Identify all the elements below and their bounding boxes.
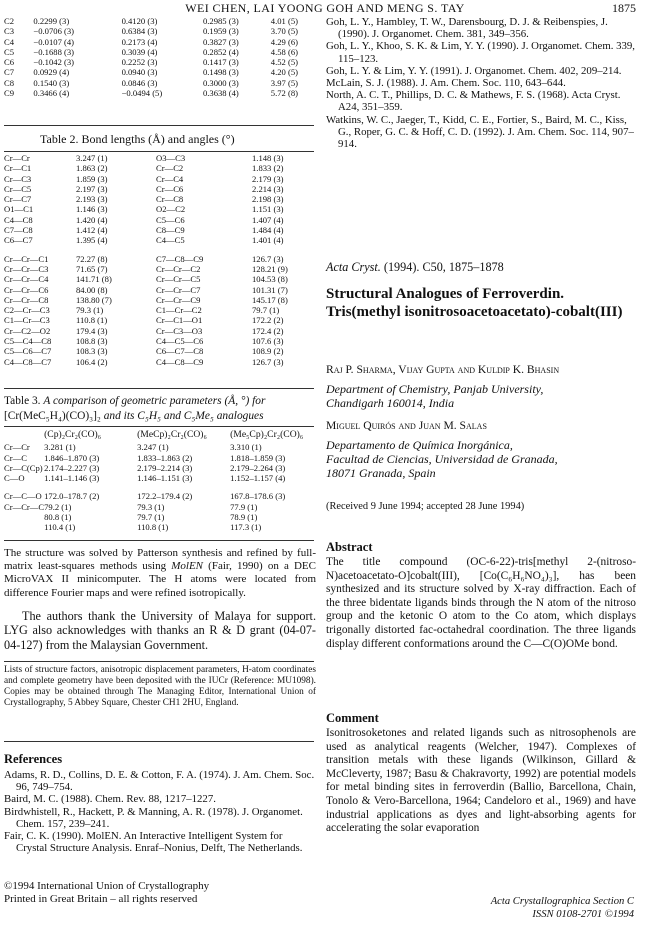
table-cell: C8—C9 (156, 225, 185, 236)
table-cell: Cr—Cr—C5 (156, 274, 201, 285)
table-cell: 78.9 (1) (230, 512, 258, 523)
table-cell: C6 (4, 57, 15, 68)
table-cell: 0.2852 (4) (202, 46, 239, 57)
table-cell: 0.0940 (3) (121, 67, 158, 78)
table-cell: Cr—Cr—C1 (4, 253, 49, 264)
reference-item: Fair, C. K. (1990). MolEN. An Interactive Intelligent System for Crystal Structure Analysis. Enraf–Nonius, Delft, The Netherlands. (4, 830, 303, 855)
reference-item: Watkins, W. C., Jaeger, T., Kidd, C. E., Fortier, S., Baird, M. C., Kiss, G., Roper, G. C. & Hoff, C. D. (1992). J. Am. Chem. Soc. 114, 907–914. (326, 113, 634, 151)
table-cell: C2—Cr—C3 (4, 305, 50, 316)
table-cell: 2.197 (3) (76, 183, 108, 194)
table-cell: 77.9 (1) (230, 501, 258, 512)
table-cell: 79.3 (1) (137, 501, 165, 512)
table-row (4, 57, 316, 67)
table-row (4, 235, 316, 245)
table-cell: 172.0–178.7 (2) (44, 491, 100, 502)
table-row (4, 16, 316, 26)
table-cell: Cr—C8 (156, 194, 184, 205)
table-cell: Cr—Cr—C2 (156, 263, 201, 274)
atomic-coordinates-table (4, 16, 316, 98)
table-cell: 0.3466 (4) (33, 88, 70, 99)
table-cell: −0.1688 (3) (33, 46, 75, 57)
table-cell: Cr—Cr—C9 (156, 294, 201, 305)
table-row (4, 184, 316, 194)
patterson-text-2: (Fair, 1990) on a DEC MicroVAX II minicomputer. The H atoms were located from difference Fourier maps and were refined isotropically. (4, 560, 316, 599)
table-cell: 110.8 (1) (76, 315, 108, 326)
deposit-rule-top (4, 661, 314, 662)
table-cell: 101.31 (7) (252, 284, 288, 295)
table-cell: 2.179 (3) (252, 173, 284, 184)
table-cell: Cr—C2—O2 (4, 325, 51, 336)
reference-item: McLain, S. J. (1988). J. Am. Chem. Soc. 110, 643–644. (326, 77, 566, 90)
table-cell: 1.152–1.157 (4) (230, 473, 286, 484)
table-cell: 1.484 (4) (252, 225, 284, 236)
table-cell: 79.3 (1) (76, 305, 104, 316)
journal-name: Acta Crystallographica Section C (490, 896, 634, 907)
experimental-paragraph (4, 547, 316, 600)
table-cell (137, 483, 230, 491)
table-cell: 1.818–1.859 (3) (230, 452, 286, 463)
table-cell: C1—Cr—C3 (4, 315, 50, 326)
table-cell: Cr—C2 (156, 163, 184, 174)
citation-journal: Acta Cryst. (326, 260, 381, 274)
table-cell: 1.395 (4) (76, 235, 108, 246)
received-dates: (Received 9 June 1994; accepted 28 June 1994) (326, 501, 525, 512)
table-cell: −0.0494 (5) (121, 88, 163, 99)
table-cell: 0.3039 (4) (121, 46, 158, 57)
table-row (4, 491, 318, 501)
patterson-text-1: The structure was solved by Patterson synthesis and refined by full-matrix least-squares methods using (4, 547, 316, 573)
table-row (4, 315, 316, 325)
citation-rest: (1994). C50, 1875–1878 (380, 260, 504, 274)
table-rule (4, 540, 314, 541)
affiliation-1-line-1: Department of Chemistry, Panjab University, (326, 382, 544, 396)
authors-group-1: Raj P. Sharma, Vijay Gupta and Kuldip K. Bhasin (326, 363, 560, 376)
table-cell: 71.65 (7) (76, 263, 108, 274)
table-row (4, 47, 316, 57)
table-cell: 0.3827 (3) (202, 36, 239, 47)
affiliation-2-line-2: Facultad de Ciencias, Universidad de Granada, (326, 452, 558, 466)
table-cell: Cr—Cr—C3 (4, 263, 49, 274)
table-cell: Cr—C (4, 452, 27, 463)
table-cell: 138.80 (7) (76, 294, 112, 305)
table-header-cell: (MeCp)₂Cr₂(CO)₆ (137, 429, 207, 440)
table-cell: 5.72 (8) (270, 88, 298, 99)
table-cell: C5 (4, 46, 15, 57)
deposit-rule-bottom (4, 741, 314, 742)
table-cell (4, 512, 44, 522)
table-row (4, 285, 316, 295)
table-cell: Cr—Cr—C8 (4, 294, 49, 305)
table3-caption-prefix: Table 3. (4, 395, 44, 407)
table-cell: C6—C7 (4, 235, 33, 246)
table-cell: C5—C6 (156, 214, 185, 225)
table-cell: −0.1042 (3) (33, 57, 75, 68)
table-cell: Cr—C1 (4, 163, 32, 174)
table-cell: Cr—Cr—C4 (4, 274, 49, 285)
table-cell: Cr—Cr (4, 442, 30, 453)
table-row (4, 153, 316, 163)
journal-footer (326, 896, 634, 921)
table-cell: 172.2–179.4 (2) (137, 491, 193, 502)
references-heading: References (4, 752, 63, 766)
table-cell: C9 (4, 88, 15, 99)
table-row (4, 483, 318, 491)
authors-group-2: Miguel Quirós and Juan M. Salas (326, 419, 487, 432)
reference-item: Goh, L. Y. & Lim, Y. Y. (1991). J. Organomet. Chem. 402, 209–214. (326, 64, 622, 77)
table-row (4, 254, 316, 264)
table-cell: 107.6 (3) (252, 336, 284, 347)
table-cell: C4—C5—C6 (156, 336, 204, 347)
table-cell: 79.2 (1) (44, 501, 72, 512)
article-title: Structural Analogues of Ferroverdin. Tris(methyl isonitrosoacetoacetato)-cobalt(III) (326, 286, 623, 320)
issn: ISSN 0108-2701 ©1994 (532, 908, 634, 920)
table-header-row (4, 430, 318, 442)
table-cell: 3.97 (5) (270, 77, 298, 88)
table-cell: Cr—C1—O1 (156, 315, 203, 326)
printed-line: Printed in Great Britain – all rights reserved (4, 892, 198, 905)
table-cell: 128.21 (9) (252, 263, 288, 274)
table-row (4, 204, 316, 214)
table-cell: 117.3 (1) (230, 522, 262, 533)
table-cell: 79.7 (1) (137, 512, 165, 523)
table-gap (4, 246, 316, 254)
table-cell: C7 (4, 67, 15, 78)
table-cell: 108.9 (2) (252, 346, 284, 357)
table-cell: −0.0107 (4) (33, 36, 75, 47)
table-cell: 110.8 (1) (137, 522, 169, 533)
table-cell: 1.863 (2) (76, 163, 108, 174)
table-header-cell: (Me₅Cp)₂Cr₂(CO)₆ (230, 429, 304, 440)
table-cell: C4—C8 (4, 214, 33, 225)
table-cell (44, 483, 137, 491)
table-cell: 72.27 (8) (76, 253, 108, 264)
table-cell: 1.412 (4) (76, 225, 108, 236)
table-cell: 172.2 (2) (252, 315, 284, 326)
table-row (4, 295, 316, 305)
affiliation-1-line-2: Chandigarh 160014, India (326, 396, 455, 410)
table-row (4, 264, 316, 274)
table-cell: Cr—C6 (156, 183, 184, 194)
reference-item: North, A. C. T., Phillips, D. C. & Mathews, F. S. (1968). Acta Cryst. A24, 351–359. (326, 89, 621, 114)
table-row (4, 463, 318, 473)
table-cell: C1—Cr—C2 (156, 305, 202, 316)
geometric-comparison-table (4, 430, 318, 533)
table-cell: 1.148 (3) (252, 153, 284, 163)
table-cell: 0.2985 (3) (202, 16, 239, 26)
table-cell: 108.3 (3) (76, 346, 108, 357)
reference-item: Adams, R. D., Collins, D. E. & Cotton, F. A. (1974). J. Am. Chem. Soc. 96, 749–754. (4, 769, 315, 794)
comment-heading: Comment (326, 711, 379, 725)
table-cell: 4.01 (5) (270, 16, 298, 26)
table-header-cell (4, 430, 44, 442)
table-cell: O3—C3 (156, 153, 186, 163)
table-cell: 110.4 (1) (44, 522, 76, 533)
table-cell: 0.0929 (4) (33, 67, 70, 78)
table-row (4, 346, 316, 356)
table-cell: 145.17 (8) (252, 294, 288, 305)
table-cell: C7—C8 (4, 225, 33, 236)
table-cell: 1.846–1.870 (3) (44, 452, 100, 463)
table-cell: Cr—C4 (156, 173, 184, 184)
copyright-footer (4, 880, 316, 905)
table-cell: O2—C2 (156, 204, 186, 215)
table-cell: 0.2173 (4) (121, 36, 158, 47)
table3-caption-italic-1: A comparison of geometric parameters (Å, °) for (43, 395, 266, 407)
table-cell: 0.6384 (3) (121, 26, 158, 37)
table-row (4, 194, 316, 204)
table-cell: 167.8–178.6 (3) (230, 491, 286, 502)
table-cell: Cr—Cr—C7 (156, 284, 201, 295)
reference-item: Goh, L. Y., Khoo, S. K. & Lim, Y. Y. (1990). J. Organomet. Chem. 339, 115–123. (326, 40, 636, 65)
affiliation-1 (326, 382, 543, 410)
table-row (4, 442, 318, 452)
table-cell (4, 522, 44, 532)
copyright-line: ©1994 International Union of Crystallography (4, 880, 210, 892)
table-cell (230, 483, 318, 491)
table-row (4, 305, 316, 315)
table-cell: 2.198 (3) (252, 194, 284, 205)
table-cell: C4 (4, 36, 15, 47)
table-cell: 0.4120 (3) (121, 16, 158, 26)
table-cell: 0.2299 (3) (33, 16, 70, 26)
table-cell: 1.141–1.146 (3) (44, 473, 100, 484)
table-cell: 1.859 (3) (76, 173, 108, 184)
table-cell: 4.52 (5) (270, 57, 298, 68)
table-cell: 2.179–2.214 (3) (137, 462, 193, 473)
table-cell: 172.4 (2) (252, 325, 284, 336)
table-rule (4, 388, 314, 389)
table-cell: 0.3638 (4) (202, 88, 239, 99)
table-row (4, 174, 316, 184)
table-cell: 2.214 (3) (252, 183, 284, 194)
table-row (4, 336, 316, 346)
table-cell: 1.146–1.151 (3) (137, 473, 193, 484)
table-cell: 3.281 (1) (44, 442, 76, 453)
article-citation (326, 260, 504, 275)
affiliation-2 (326, 438, 558, 480)
table-cell: 126.7 (3) (252, 253, 284, 264)
table3-caption (4, 394, 316, 424)
acknowledgements-paragraph: The authors thank the University of Malaya for support. LYG also acknowledges with thanks an R & D grant (04-07-04-127) from the Malaysian Government. (4, 609, 316, 652)
table-cell: 141.71 (8) (76, 274, 112, 285)
table-row (4, 163, 316, 173)
table-cell: C—O (4, 473, 25, 484)
table-cell: 4.29 (6) (270, 36, 298, 47)
reference-item: Goh, L. Y., Hambley, T. W., Darensbourg, D. J. & Reibenspies, J. (1990). J. Organomet. Chem. 381, 349–356. (326, 16, 608, 41)
table-cell: Cr—C3 (4, 173, 32, 184)
table-cell: C3 (4, 26, 15, 37)
table-cell: 1.833 (2) (252, 163, 284, 174)
table-cell: 126.7 (3) (252, 356, 284, 367)
table-cell: C4—C8—C9 (156, 356, 204, 367)
table3-caption-formula: [Cr(MeC₅H₄)(CO)₃]₂ (4, 410, 101, 422)
table-cell: 0.2252 (3) (121, 57, 158, 68)
table-row (4, 274, 316, 284)
table-row (4, 473, 318, 483)
table-cell: 1.407 (4) (252, 214, 284, 225)
table-row (4, 67, 316, 77)
page-number: 1875 (612, 1, 636, 15)
table-cell: 0.1959 (3) (202, 26, 239, 37)
table-row (4, 37, 316, 47)
abstract-heading: Abstract (326, 540, 373, 554)
table2-caption: Table 2. Bond lengths (Å) and angles (°) (40, 132, 235, 146)
table-cell: 1.401 (4) (252, 235, 284, 246)
affiliation-2-line-1: Departamento de Química Inorgánica, (326, 438, 513, 452)
table-cell: Cr—C7 (4, 194, 32, 205)
reference-item: Baird, M. C. (1988). Chem. Rev. 88, 1217–1227. (4, 793, 216, 806)
table-cell: 3.310 (1) (230, 442, 262, 453)
deposit-note: Lists of structure factors, anisotropic displacement parameters, H-atom coordinates and complete geometry have been deposited with the IUCr (Reference: MU1098). Copies may be obtained through The Managing Editor, International Union of Crystallography, 5 Abbey Square, Chester CH1 2HU, England. (4, 665, 316, 708)
table-row (4, 512, 318, 522)
bond-lengths-angles-table (4, 153, 316, 367)
reference-item: Birdwhistell, R., Hackett, P. & Manning, A. R. (1978). J. Organomet. Chem. 157, 239–241. (4, 805, 303, 830)
table-cell: C2 (4, 16, 15, 26)
table-cell: Cr—Cr—C6 (4, 284, 49, 295)
table-cell: 2.179–2.264 (3) (230, 462, 286, 473)
table-cell: 104.53 (8) (252, 274, 288, 285)
table-cell: 3.247 (1) (137, 442, 169, 453)
table-cell (4, 483, 44, 491)
table-cell: 2.193 (3) (76, 194, 108, 205)
table-cell: 3.247 (1) (76, 153, 108, 163)
software-name: MolEN (171, 560, 204, 573)
table-cell: C5—C4—C8 (4, 336, 52, 347)
table-cell: C7—C8—C9 (156, 253, 204, 264)
table-cell: 4.58 (6) (270, 46, 298, 57)
references-list-left (4, 769, 316, 854)
table-row (4, 26, 316, 36)
table-cell: 0.0846 (3) (121, 77, 158, 88)
table-cell: 179.4 (3) (76, 325, 108, 336)
table-cell: 1.146 (3) (76, 204, 108, 215)
table-cell: Cr—Cr—C (4, 501, 45, 512)
table-cell: 84.00 (8) (76, 284, 108, 295)
table-row (4, 225, 316, 235)
table-cell: 3.70 (5) (270, 26, 298, 37)
table-cell: 108.8 (3) (76, 336, 108, 347)
table-cell: 4.20 (5) (270, 67, 298, 78)
table-cell: C8 (4, 77, 15, 88)
table-cell: 0.1540 (3) (33, 77, 70, 88)
table-cell: C6—C7—C8 (156, 346, 204, 357)
table-cell: 0.1417 (3) (202, 57, 239, 68)
table-cell: −0.0706 (3) (33, 26, 75, 37)
affiliation-2-line-3: 18071 Granada, Spain (326, 466, 436, 480)
table-row (4, 215, 316, 225)
running-head-title: WEI CHEN, LAI YOONG GOH AND MENG S. TAY (185, 1, 465, 15)
comment-text: Isonitrosoketones and related ligands such as nitrosophenols are used as analytical reagents (Welcher, 1947). Complexes of transition metals with these ligands (Wilkinson, Gillard & McCleverty, 1987; Basu & Chakravorty, 1992) are potential models for metal binding sites in ferroverdin (Ballio, Barcellona, Chain, Tonolo & Vero-Barcellona, 1964; Candeloro et al., 1969) and have industrial applications as dyes and light-absorbing agents for accelerating the solar evaporation (326, 727, 636, 835)
abstract-text: The title compound (OC-6-22)-tris[methyl 2-(nitroso-N)acetoacetato-O]cobalt(III), [Co(C₆H₆NO₄)₃], has been synthesized and its structure solved by X-ray diffraction. Each of the three bidentate ligands binds through the N atom of the nitroso group and the ketonic O atom to the Co atom, which displays trigonally distorted fac-octahedral coordination. The three ligands display different conformations around the C—C(O)OMe bond. (326, 556, 636, 650)
table-cell: 79.7 (1) (252, 305, 280, 316)
table-cell: Cr—C—O (4, 491, 42, 502)
table-row (4, 78, 316, 88)
table-row (4, 502, 318, 512)
table-cell: 106.4 (2) (76, 356, 108, 367)
table3-caption-italic-2: and its C₅H₅ and C₅Me₅ analogues (103, 410, 264, 422)
table-row (4, 522, 318, 532)
references-list-right (326, 16, 636, 150)
table-row (4, 88, 316, 98)
table-cell: 1.833–1.863 (2) (137, 452, 193, 463)
table-cell: C4—C5 (156, 235, 185, 246)
table-rule (4, 151, 314, 152)
table-rule (4, 125, 314, 126)
table-rule (4, 426, 314, 427)
table-cell: Cr—C(Cp) (4, 462, 43, 473)
table-row (4, 326, 316, 336)
table-cell: 0.1498 (3) (202, 67, 239, 78)
table-cell: 80.8 (1) (44, 512, 72, 523)
table-cell: 2.174–2.227 (3) (44, 462, 100, 473)
table-row (4, 453, 318, 463)
table-cell: 1.151 (3) (252, 204, 284, 215)
table-cell: O1—C1 (4, 204, 34, 215)
table-row (4, 357, 316, 367)
table-cell: C4—C8—C7 (4, 356, 52, 367)
table-cell: 0.3000 (3) (202, 77, 239, 88)
table-cell: Cr—C5 (4, 183, 32, 194)
table-cell: Cr—Cr (4, 153, 30, 163)
table-cell: Cr—C3—O3 (156, 325, 203, 336)
table-cell: C5—C6—C7 (4, 346, 52, 357)
table-header-cell: (Cp)₂Cr₂(CO)₆ (44, 429, 102, 440)
table-cell: 1.420 (4) (76, 214, 108, 225)
